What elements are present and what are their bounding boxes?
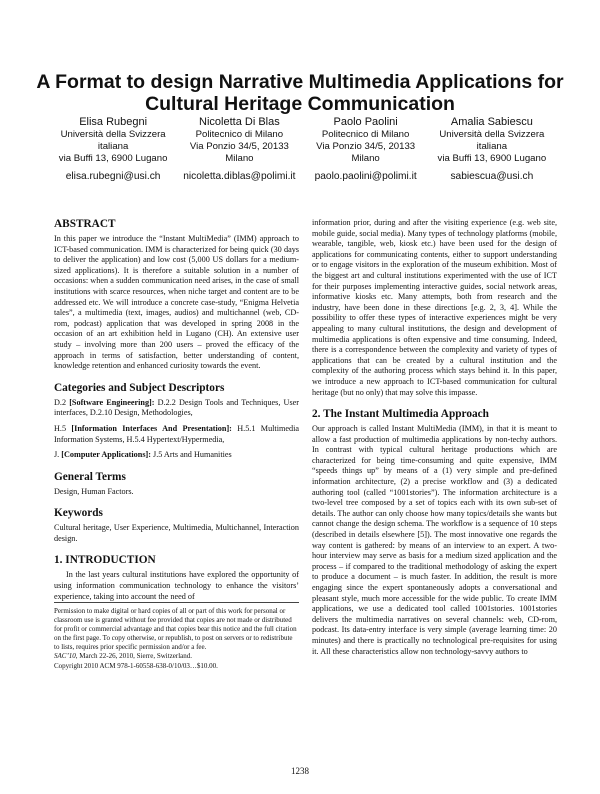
right-column	[312, 218, 557, 662]
permission-text: Permission to make digital or hard copies of all or part of this work for personal or classroom use is granted without fee provided that copies are not made or distributed for profit or commercial advantage and that copies bear this notice and the full citation on the first page. To copy otherwise, or republish, to post on servers or to redistribute to lists, requires prior specific permission and/or a fee.	[54, 607, 297, 652]
introduction-heading: 1. INTRODUCTION	[54, 554, 156, 567]
author-3	[303, 115, 429, 183]
author-email: elisa.rubegni@usi.ch	[65, 171, 161, 182]
author-email: paolo.paolini@polimi.it	[314, 171, 417, 182]
author-address: Via Ponzio 34/5, 20133	[316, 141, 416, 152]
author-1	[50, 115, 176, 183]
author-2	[176, 115, 302, 183]
category-label: [Information Interfaces And Presentation]:	[71, 423, 232, 433]
category-label: [Computer Applications]:	[61, 450, 151, 460]
category-code: H.5	[54, 423, 67, 433]
author-affiliation: Politecnico di Milano	[321, 129, 410, 140]
category-desc: J.5 Arts and Humanities	[153, 450, 232, 460]
category-label: [Software Engineering]:	[69, 397, 155, 407]
author-block	[50, 115, 555, 183]
keywords-text: Cultural heritage, User Experience, Multimedia, Multichannel, Interaction design.	[54, 523, 299, 543]
left-column	[54, 218, 299, 607]
category-desc: D.2.2 Design Tools and Techniques, User interfaces, D.2.10 Design, Methodologies,	[54, 397, 300, 418]
general-terms-heading: General Terms	[54, 470, 126, 483]
keywords-heading: Keywords	[54, 507, 103, 520]
author-affiliation: Università della Svizzera	[60, 129, 166, 140]
general-terms-text: Design, Human Factors.	[54, 486, 134, 496]
author-affiliation: Politecnico di Milano	[195, 129, 284, 140]
category-item	[54, 424, 299, 445]
author-address: via Buffi 13, 6900 Lugano	[58, 153, 168, 164]
section-2-heading: 2. The Instant Multimedia Approach	[312, 408, 489, 421]
abstract-text: In this paper we introduce the “Instant MultiMedia” (IMM) approach to ICT-based communication. IMM is characterized for being quick (30 days to deliver the application) and low cost (5,000 US dollars for a medium-sized applications). It is therefore a suitable solution in a number of occasions: when a sudden communication need arises, in the case of small institutions with scarce resources, when niche target and content are to be addressed etc. We will introduce a concrete case-study, “Enigma Helvetia tales”, a multimedia (text, images, audios) and multichannel (web, CD-rom, podcast) application that was developed in spring 2008 in the occasion of an art exhibition held in Lugano (CH). An extensive user study – involving more than 200 users – proved the efficacy of the approach in terms of satisfaction, better understanding of content, knowledge retention and enhanced curiosity towards the event.	[54, 234, 299, 371]
introduction-text: In the last years cultural institutions have explored the opportunity of using information communication technology to enhance the visitors’ experience, taking into account the need of	[54, 570, 299, 601]
author-address: Milano	[225, 153, 254, 164]
conference-name: SAC’10,	[54, 652, 78, 661]
author-name: Elisa Rubegni	[79, 116, 148, 128]
author-email: nicoletta.diblas@polimi.it	[183, 171, 296, 182]
category-code: J.	[54, 450, 60, 460]
abstract-heading: ABSTRACT	[54, 218, 116, 230]
author-name: Paolo Paolini	[333, 116, 398, 128]
author-address: Via Ponzio 34/5, 20133	[189, 141, 289, 152]
page-number: 1238	[291, 766, 309, 776]
categories-heading: Categories and Subject Descriptors	[54, 381, 225, 394]
author-affiliation: italiana	[476, 141, 508, 152]
author-affiliation: Università della Svizzera	[439, 129, 545, 140]
author-affiliation: italiana	[97, 141, 129, 152]
category-code: D.2	[54, 397, 67, 407]
introduction-continued: information prior, during and after the visiting experience (e.g. web site, mobile guide, social media). Many types of technology platforms (mobile, wearable, tangible, web, kiosk etc.) have been used for the design of applications for communicating contents, either to support understanding or to engage visitors in the exploration of the museum exhibition. Most of the biggest art and cultural institutions experimented with the use of ICT for their purposes implementing interactive guides, social network areas, informative kiosks etc. Many attempts, both from research and the industry, have been done in these directions [e.g. 2, 3, 4]. While the possibility to offer these types of interactive experiences might be very appealing to many cultural institutions, the design and development of multimedia applications is often expensive and time consuming. Indeed, there is a correspondence between the complexity and variety of types of applications that can be created by a cultural institution and the complexity of the authoring process which stays behind it. In this paper, we introduce a new approach to ICT-based communication for cultural heritage (but no only) that may solve this impasse.	[312, 218, 557, 397]
paper-title-line-2: Cultural Heritage Communication	[145, 93, 455, 115]
permission-notice	[54, 602, 299, 671]
section-2-text: Our approach is called Instant MultiMedia (IMM), in that it is meant to allow a fast production of multimedia applications by non-techy authors. In contrast with typical cultural heritage productions which are characterized for being time-consuming and quite expensive, IMM “speeds things up” by means of a (1) very simple and pre-defined information architecture, (2) a precise workflow and (3) a dedicated authoring tool (called “1001stories”). The information architecture is a two-level tree composed by a set of topics each with its own sub-set of details. The author can only choose how many topics/details she wants but cannot change the design schema. The workflow is a sequence of 10 steps (described in details elsewhere [5]). The most innovative one regards the way content is gathered: by means of an interview to an expert. A two-hour interview may serve as basis for a medium sized application and the process – if compared to the traditional methodology of asking the expert to produce a document – is much faster. In addition, the result is more engaging since the expert spontaneously adopts a conversational and pleasant style, much more accessible for the wide public. To create IMM applications, we use a dedicated tool called 1001stories. 1001stories delivers the multimedia narratives on several channels: web, CD-rom, podcast. Its data-entry interface is very simple (average learning time: 20 minutes) and there is practically no technological pre-requisites for using it. All these characteristics allow non technology-savvy authors to	[312, 424, 557, 656]
conference-info	[54, 652, 299, 661]
conference-details: March 22-26, 2010, Sierre, Switzerland.	[79, 652, 193, 661]
author-name: Amalia Sabiescu	[450, 116, 533, 128]
category-item	[54, 398, 299, 419]
paper-title-line-1: A Format to design Narrative Multimedia Applications for	[36, 71, 564, 93]
copyright-line: Copyright 2010 ACM 978-1-60558-638-0/10/03…$10.00.	[54, 661, 218, 670]
author-address: Milano	[351, 153, 380, 164]
author-email: sabiescua@usi.ch	[450, 171, 534, 182]
author-name: Nicoletta Di Blas	[199, 116, 280, 128]
author-4	[429, 115, 555, 183]
category-desc: H.5.1 Multimedia Information Systems, H.5.4 Hypertext/Hypermedia,	[54, 423, 299, 444]
author-address: via Buffi 13, 6900 Lugano	[437, 153, 547, 164]
category-item	[54, 450, 299, 461]
